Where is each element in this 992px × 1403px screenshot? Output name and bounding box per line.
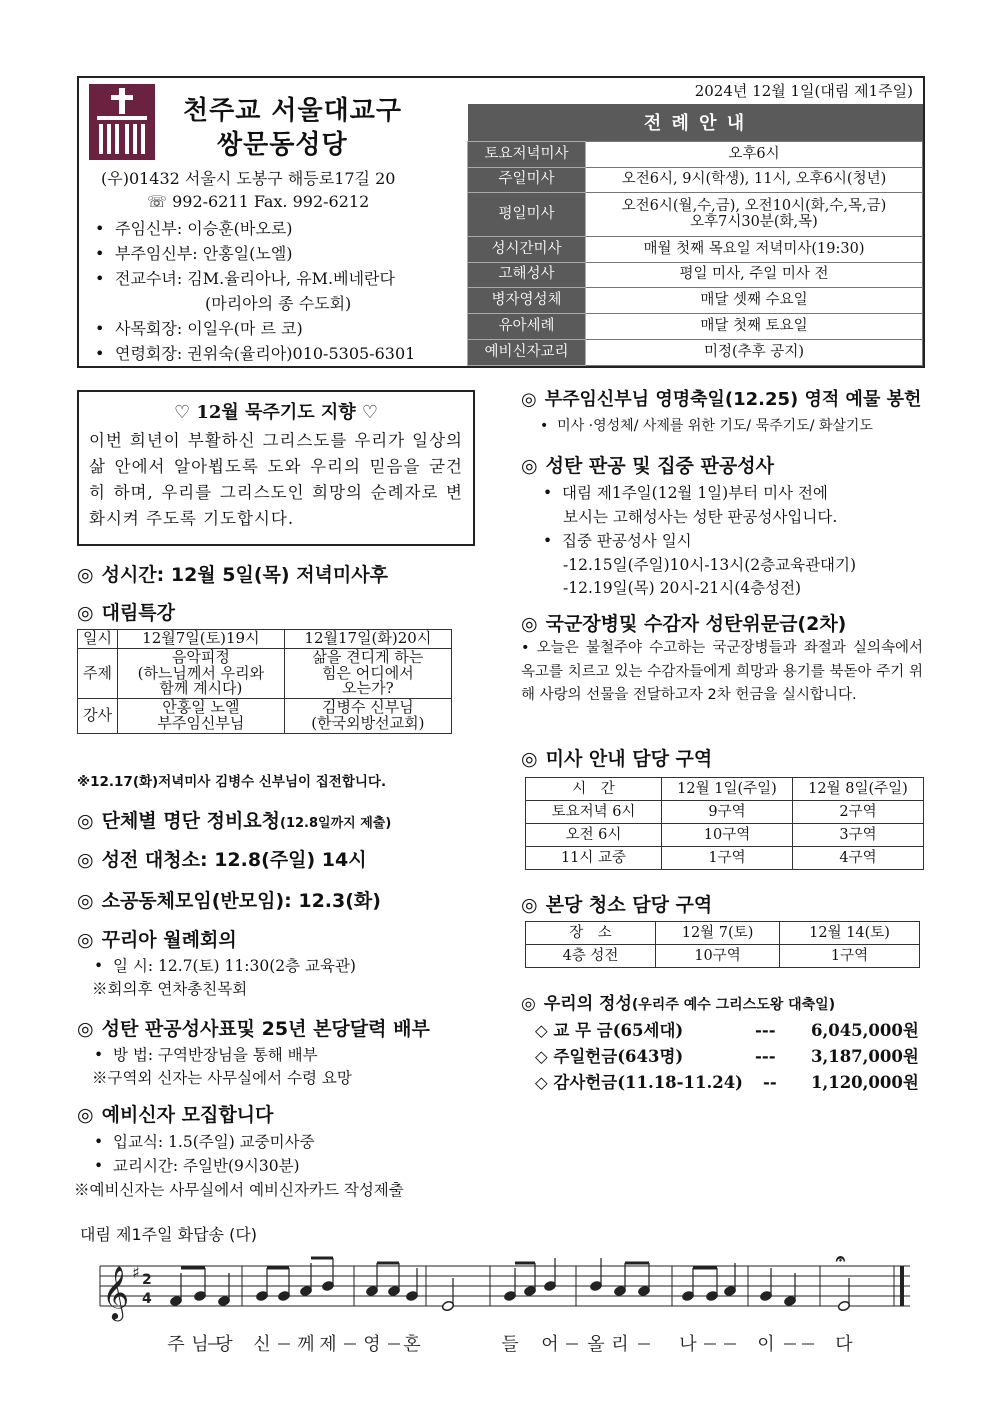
catechumen-note: ※예비신자는 사무실에서 예비신자카드 작성제출 [74,1181,404,1199]
table-cell: 오전 6시 [526,824,662,847]
lyric-syllable: 혼 [403,1334,421,1355]
table-header: 장 소 [526,922,656,945]
confession-item: • 대림 제1주일(12월 1일)부터 미사 전에 [543,484,828,502]
table-cell: 토요저녁 6시 [526,801,662,824]
catechumen-item: • 입교식: 1.5(주일) 교중미사중 [94,1133,315,1151]
liturgy-value: 오전6시(월,수,금), 오전10시(화,수,목,금) 오후7시30분(화,목) [586,193,923,236]
roster-heading: ◎ 단체별 명단 정비요청(12.8일까지 제출) [77,810,392,832]
church-name-parish: 쌍문동성당 [217,130,348,160]
liturgy-label: 병자영성체 [468,288,586,314]
liturgy-value: 매월 첫째 목요일 저녁미사(19:30) [586,236,923,262]
mass-guide-table [525,777,924,870]
small-community-heading: ◎ 소공동체모임(반모임): 12.3(화) [77,890,381,912]
lyric-syllable: 당 [215,1334,233,1355]
catechumen-item: • 교리시간: 주일반(9시30분) [94,1157,300,1175]
treble-clef-icon: 𝄞 [102,1265,130,1319]
staff-item: • 전교수녀: 김M.율리아나, 유M.베네란다 [95,269,395,288]
advent-cell: 삶을 견디게 하는 힘은 어디에서 오는가? [284,648,451,698]
offering-row: ◇ 주일헌금(643명) --- 3,187,000원 [535,1047,919,1066]
lyric-syllable: 올 [587,1334,605,1355]
staff-item: • 연령회장: 권위숙(율리아)010-5305-6301 [95,344,416,363]
liturgy-value: 미정(추후 공지) [586,340,923,366]
time-signature-top: 2 [142,1272,152,1288]
advent-lecture-table [77,629,452,734]
staff-item: (마리아의 종 수도회) [205,294,352,313]
lyric-syllable: 께 [297,1334,315,1355]
liturgy-value: 매달 첫째 토요일 [586,314,923,340]
advent-cell: 안홍일 노엘 부주임신부님 [118,699,285,734]
psalm-title: 대림 제1주일 화답송 (다) [80,1225,258,1244]
curia-heading: ◎ 꾸리아 월례회의 [77,929,237,951]
liturgy-label: 유아세례 [468,314,586,340]
table-cell: 10구역 [656,945,780,968]
liturgy-label: 성시간미사 [468,236,586,262]
lyric-syllable: 주 [167,1334,185,1355]
offering-heading: ◎ 우리의 정성(우리주 예수 그리스도왕 대축일) [521,994,836,1014]
liturgy-value: 평일 미사, 주일 미사 전 [586,262,923,288]
vice-pastor-item: • 미사 ·영성체/ 사제를 위한 기도/ 묵주기도/ 화살기도 [540,418,873,434]
music-staff [96,1254,916,1366]
advent-label: 강사 [78,699,118,734]
lyric-syllable: 님 [191,1334,209,1355]
curia-note: ※회의후 연차총친목회 [92,980,248,998]
staff-item: • 사목회장: 이일우(마 르 코) [95,319,303,338]
sharp-icon: ♯ [132,1263,140,1282]
staff-item: • 부주임신부: 안홍일(노엘) [95,244,293,263]
liturgy-label: 주일미사 [468,167,586,193]
rosary-intention-box [77,390,475,546]
lyric-syllable: 제 [319,1334,337,1355]
lyric-syllable: 어 [541,1334,559,1355]
lyric-syllable: 이 [757,1334,775,1355]
soldiers-heading: ◎ 국군장병및 수감자 성탄위문금(2차) [521,613,847,635]
staff-item: • 주임신부: 이승훈(바오로) [95,219,293,238]
curia-time: • 일 시: 12.7(토) 11:30(2층 교육관) [94,957,356,975]
holy-hour-heading: ◎ 성시간: 12월 5일(목) 저녁미사후 [77,564,388,586]
church-logo-icon [89,84,155,160]
lyric-syllable: 리 [611,1334,629,1355]
liturgy-title: 전 례 안 내 [468,104,923,141]
liturgy-label: 토요저녁미사 [468,141,586,167]
advent-label: 일시 [78,630,118,649]
table-header: 12월 8일(주일) [793,778,924,801]
advent-cell: 음악피정 (하느님께서 우리와 함께 계시다) [118,648,285,698]
confession-item: • 집중 판공성사 일시 [543,532,692,550]
calendar-method: • 방 법: 구역반장님을 통해 배부 [94,1046,318,1064]
advent-cell: 12월7일(토)19시 [118,630,285,649]
catechumen-heading: ◎ 예비신자 모집합니다 [77,1104,274,1126]
calendar-heading: ◎ 성탄 판공성사표및 25년 본당달력 배부 [77,1018,430,1040]
table-cell: 9구역 [662,801,793,824]
advent-note: ※12.17(화)저녁미사 김병수 신부님이 집전합니다. [77,774,387,790]
church-name-diocese: 천주교 서울대교구 [183,96,402,126]
table-cell: 1구역 [780,945,920,968]
rosary-text: 이번 희년이 부활하신 그리스도를 우리가 일상의 삶 안에서 알아뵙도록 도와 우리의 믿음을 굳건히 하며, 우리를 그리스도인 희망의 순례자로 변화시켜 주도록 기도합시다. [89,431,463,528]
advent-cell: 12월17일(화)20시 [284,630,451,649]
table-cell: 1구역 [662,847,793,870]
liturgy-label: 평일미사 [468,193,586,236]
table-cell: 3구역 [793,824,924,847]
table-cell: 4구역 [793,847,924,870]
soldiers-text: • 오늘은 불철주야 수고하는 국군장병들과 좌절과 실의속에서 옥고를 치르고 있는 수감자들에게 희망과 용기를 북돋아 주기 위해 사랑의 선물을 전달하고자 2차 헌금을 실시합니다. [521,640,923,703]
table-header: 12월 1일(주일) [662,778,793,801]
time-signature-bottom: 4 [142,1291,152,1307]
lyric-syllable: 다 [835,1334,853,1355]
vice-pastor-heading: ◎ 부주임신부님 영명축일(12.25) 영적 예물 봉헌 [521,389,922,410]
confession-item: -12.19일(목) 20시-21시(4층성전) [563,579,802,597]
offering-row: ◇ 감사헌금(11.18-11.24) -- 1,120,000원 [535,1073,919,1092]
fermata-icon: 𝄐 [836,1254,845,1268]
liturgy-table [467,104,923,366]
table-header: 12월 14(토) [780,922,920,945]
confession-item: 보시는 고해성사는 성탄 판공성사입니다. [563,508,838,526]
lyric-syllable: 나 [679,1334,697,1355]
rosary-title: ♡ 12월 묵주기도 지향 ♡ [173,402,379,423]
confession-item: -12.15일(주일)10시-13시(2층교육관대기) [563,556,857,574]
offering-list [535,1018,919,1096]
confession-heading: ◎ 성탄 판공 및 집중 판공성사 [521,455,774,477]
liturgy-label: 예비신자교리 [468,340,586,366]
bulletin-date: 2024년 12월 1일(대림 제1주일) [694,82,913,100]
advent-cell: 김병수 신부님 (한국외방선교회) [284,699,451,734]
mass-guide-heading: ◎ 미사 안내 담당 구역 [521,748,713,770]
lyrics-group [167,1333,853,1355]
staff-list [95,216,415,366]
liturgy-value: 오후6시 [586,141,923,167]
header-box [77,76,925,368]
cleaning-heading: ◎ 성전 대청소: 12.8(주일) 14시 [77,849,367,871]
advent-lecture-heading: ◎ 대림특강 [77,602,176,624]
advent-label: 주제 [78,648,118,698]
table-cell: 4층 성전 [526,945,656,968]
liturgy-value: 매달 셋째 수요일 [586,288,923,314]
lyric-syllable: 신 [253,1334,271,1355]
church-address: (우)01432 서울시 도봉구 해등로17길 20 [101,169,396,188]
offering-row: ◇ 교 무 금(65세대) --- 6,045,000원 [535,1021,919,1040]
table-cell: 10구역 [662,824,793,847]
liturgy-value: 오전6시, 9시(학생), 11시, 오후6시(청년) [586,167,923,193]
lyric-syllable: 영 [363,1334,381,1355]
table-cell: 11시 교중 [526,847,662,870]
church-phone: ☏ 992-6211 Fax. 992-6212 [147,192,370,211]
table-cell: 2구역 [793,801,924,824]
liturgy-label: 고해성사 [468,262,586,288]
table-header: 12월 7(토) [656,922,780,945]
cleaning-duty-heading: ◎ 본당 청소 담당 구역 [521,894,713,916]
table-header: 시 간 [526,778,662,801]
calendar-note: ※구역외 신자는 사무실에서 수령 요망 [92,1069,352,1087]
lyric-syllable: 들 [501,1334,519,1355]
cleaning-duty-table [525,921,920,968]
church-info [79,78,467,366]
